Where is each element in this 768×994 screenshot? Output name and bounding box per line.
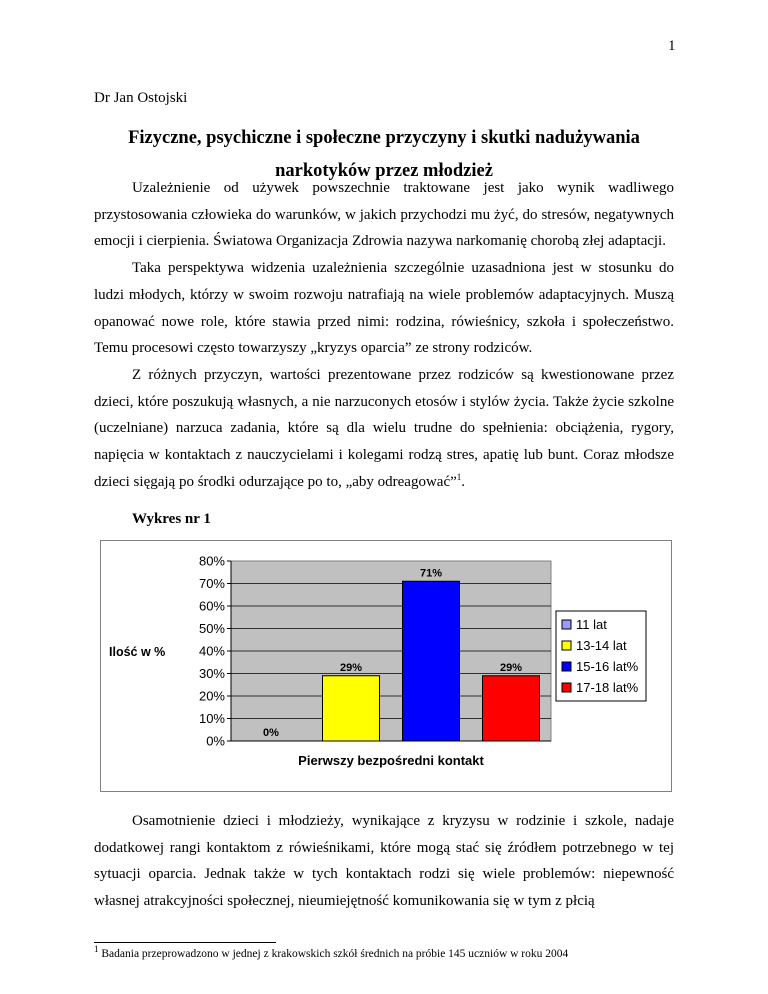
continuation-section — [94, 808, 674, 915]
paragraph: Uzależnienie od używek powszechnie traktowane jest jako wynik wadliwego przystosowania człowieka do warunków, w jakich przychodzi mu żyć, do stresów, negatywnych emocji i cierpienia. Światowa Organizacja Zdrowia nazywa narkomanię chorobą złej adaptacji. — [94, 180, 674, 250]
intro-section — [94, 175, 674, 495]
data-label: 29% — [499, 661, 523, 674]
x-axis-label: Pierwszy bezpośredni kontakt — [298, 753, 484, 768]
chart-caption: Wykres nr 1 — [132, 511, 211, 527]
paragraph: Osamotnienie dzieci i młodzieży, wynikające z kryzysu w rodzinie i szkole, nadaje dodatkowej rangi kontaktom z rówieśnikami, które mogą stać się źródłem potrzebnego w tej sytuacji oparcia. Jednak także w tych kontaktach rodzi się wiele problemów: niepewność własnej atrakcyjności społecznej, nieumiejętność komunikowania się w tym z płcią — [94, 813, 674, 910]
chart-svg — [101, 541, 671, 791]
document-title: Fizyczne, psychiczne i społeczne przyczyny i skutki nadużywania narkotyków przez młodzież — [128, 128, 640, 181]
bar — [323, 676, 380, 741]
y-tick-label: 60% — [198, 598, 225, 614]
legend-swatch — [562, 620, 571, 629]
footnote-reference[interactable]: 1 — [456, 471, 462, 482]
author-name: Dr Jan Ostojski — [94, 90, 188, 106]
data-label: 29% — [339, 661, 363, 674]
footnote-marker: 1 — [94, 944, 99, 955]
paragraph-text: Z różnych przyczyn, wartości prezentowane przez rodziców są kwestionowane przez dzieci, które poszukują własnych, a nie narzuconych etosów i stylów życia. Także życie szkolne (uczelniane) narzuca zadania, które są dla wielu trudne do spełnienia: obciążenia, rygory, napięcia w kontaktach z nauczycielami i kolegami rodzą stres, apatię lub bunt. Coraz młodsze dzieci sięgają po środki odurzające po to, „aby odreagować” — [94, 366, 674, 490]
y-tick-label: 30% — [198, 666, 225, 681]
y-tick-label: 40% — [198, 643, 225, 659]
paragraph: Taka perspektywa widzenia uzależnienia szczególnie uzasadniona jest w stosunku do ludzi młodych, którzy w swoim rozwoju natrafiają na wiele problemów adaptacyjnych. Muszą opanować nowe role, które stawia przed nimi: rodzina, rówieśnicy, szkoła i społeczeństwo. Temu procesowi często towarzyszy „kryzys oparcia” ze strony rodziców. — [94, 260, 674, 357]
footnote-divider — [94, 942, 276, 943]
legend-swatch — [562, 641, 571, 650]
y-tick-label: 70% — [198, 576, 225, 591]
legend-label: 15-16 lat% — [576, 659, 639, 674]
legend-swatch — [562, 683, 571, 692]
data-label: 0% — [263, 727, 279, 739]
y-tick-label: 10% — [198, 711, 225, 726]
legend-label: 11 lat — [576, 617, 607, 632]
footnote — [94, 944, 694, 960]
footnote-text: Badania przeprowadzono w jednej z krakowskich szkół średnich na próbie 145 uczniów w roku 2004 — [98, 948, 569, 960]
y-tick-label: 0% — [206, 733, 225, 749]
y-tick-label: 80% — [198, 553, 225, 569]
y-tick-label: 50% — [198, 621, 225, 636]
legend-label: 13-14 lat — [576, 638, 627, 653]
page-number: 1 — [668, 38, 676, 54]
data-label: 71% — [419, 567, 443, 580]
legend-swatch — [562, 662, 571, 671]
bar-chart — [100, 540, 672, 792]
y-tick-label: 20% — [198, 688, 225, 704]
bar — [483, 676, 540, 741]
bar — [403, 581, 460, 741]
legend-label: 17-18 lat% — [576, 680, 639, 695]
paragraph: Z różnych przyczyn, wartości prezentowane przez rodziców są kwestionowane przez dzieci, które poszukują własnych, a nie narzuconych etosów i stylów życia. Także życie szkolne (uczelniane) narzuca zadania, które są dla wielu trudne do spełnienia: obciążenia, rygory, napięcia w kontaktach z nauczycielami i kolegami rodzą stres, apatię lub bunt. Coraz młodsze dzieci sięgają po środki odurzające po to, „aby odreagować”$^1$. — [94, 366, 674, 490]
y-axis-label: Ilość w % — [109, 645, 166, 659]
